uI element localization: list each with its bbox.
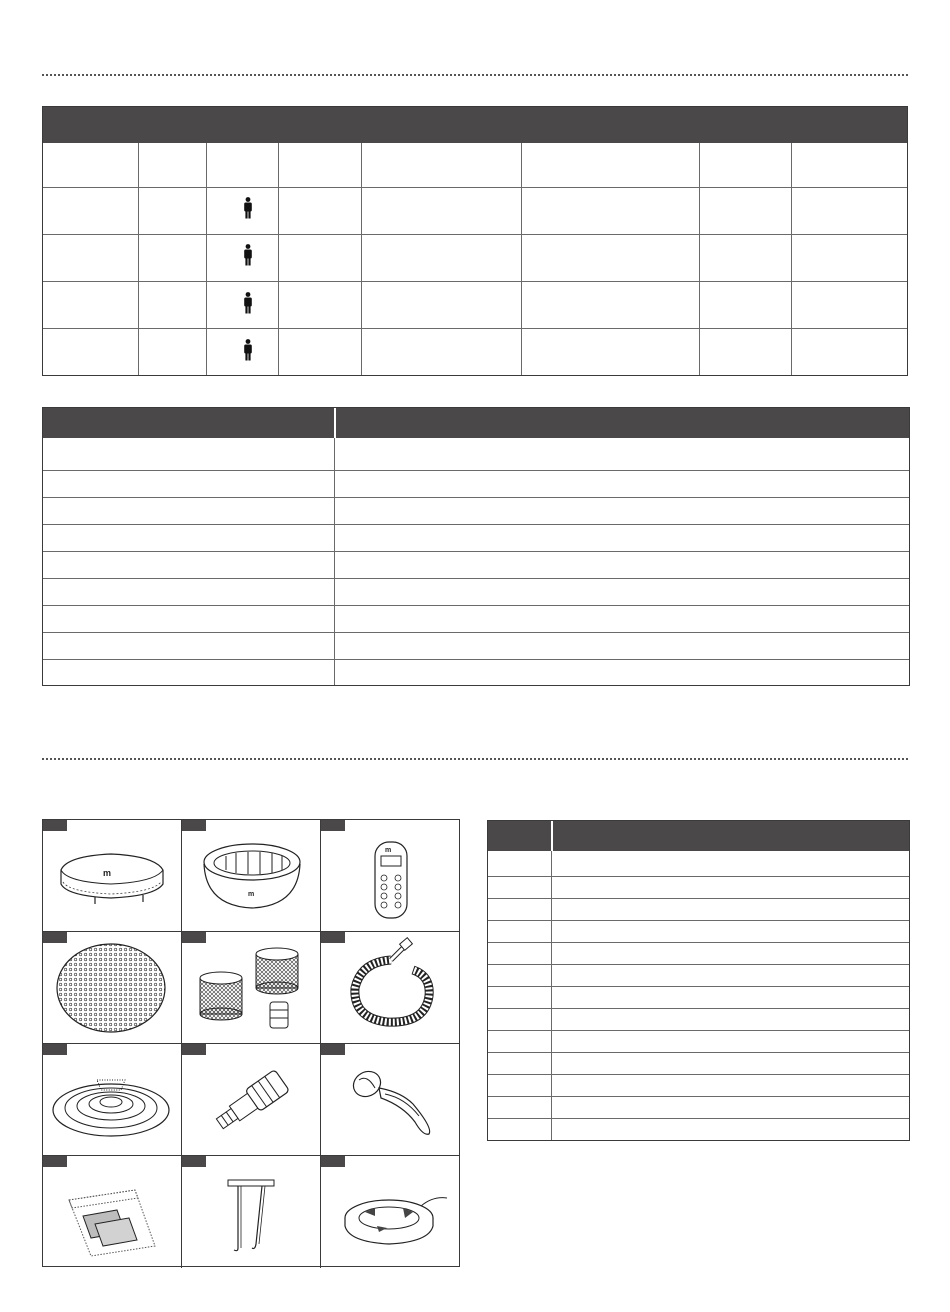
parts-grid <box>42 819 460 1267</box>
svg-text:m: m <box>385 847 392 854</box>
part-cleaning-skimmer <box>321 1044 460 1156</box>
control-panel-icon <box>321 820 460 932</box>
ground-mat-icon <box>43 932 182 1044</box>
person-icon <box>243 197 253 219</box>
inflatable-tub-icon <box>182 820 321 932</box>
inflation-hose-icon <box>321 932 460 1044</box>
section-divider-top <box>42 74 908 76</box>
svg-text:m: m <box>248 891 255 898</box>
spa-cover-icon <box>43 820 182 932</box>
drain-adaptor-icon <box>182 1044 321 1156</box>
parts-table <box>487 820 910 1141</box>
person-icon <box>243 244 253 266</box>
feature-table-header <box>43 408 909 438</box>
cleaning-skimmer-icon <box>321 1044 460 1156</box>
part-drain-adaptor <box>182 1044 321 1156</box>
part-filter-cartridges <box>182 932 321 1044</box>
led-light-strip-icon <box>321 1156 460 1268</box>
person-icon <box>243 292 253 314</box>
part-inflatable-tub <box>182 820 321 932</box>
parts-table-header <box>488 821 909 851</box>
spec-table <box>42 106 908 376</box>
spec-table-header <box>43 107 907 143</box>
filter-cartridge-icon <box>182 932 321 1044</box>
feature-table <box>42 407 910 686</box>
floating-disc-icon <box>43 1044 182 1156</box>
cover-hook-icon <box>182 1156 321 1268</box>
repair-patch-kit-icon <box>43 1156 182 1268</box>
person-icon <box>243 339 253 361</box>
part-inflation-hose <box>321 932 460 1044</box>
part-ground-mat <box>43 932 182 1044</box>
svg-text:m: m <box>103 868 112 878</box>
part-led-light <box>321 1156 460 1268</box>
part-repair-kit <box>43 1156 182 1268</box>
section-divider-middle <box>42 758 908 760</box>
part-floating-disc <box>43 1044 182 1156</box>
part-cover-hook <box>182 1156 321 1268</box>
part-spa-cover <box>43 820 182 932</box>
part-control-panel <box>321 820 460 932</box>
